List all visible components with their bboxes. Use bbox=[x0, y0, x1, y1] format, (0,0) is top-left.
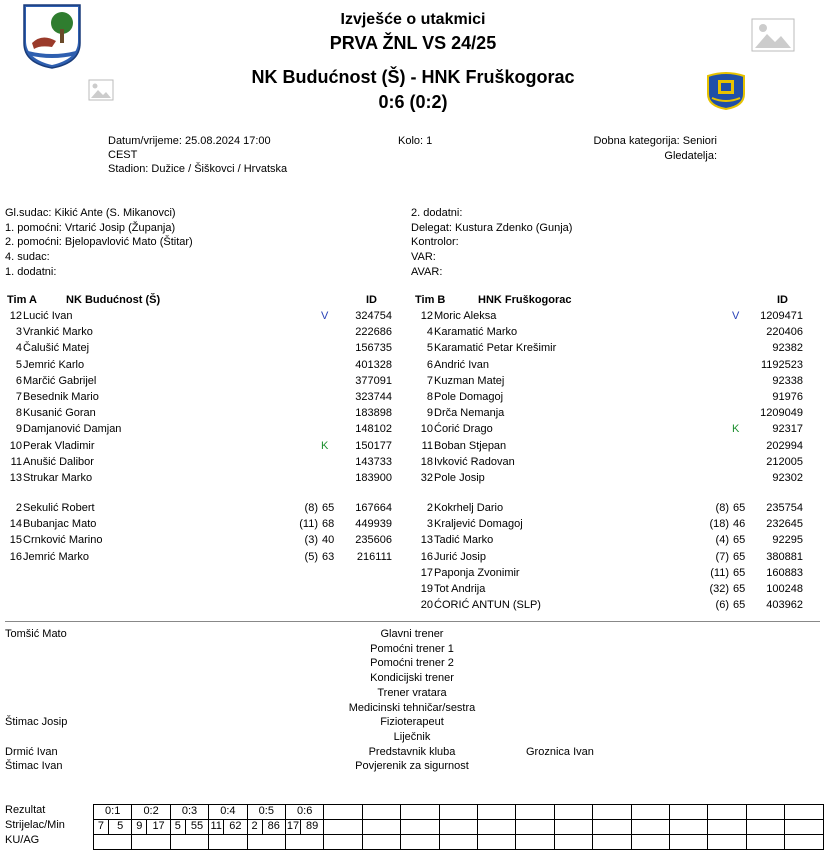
player-id: 202994 bbox=[766, 439, 803, 452]
result-cell bbox=[400, 834, 439, 850]
goalkeeper-mark: V bbox=[321, 310, 329, 322]
player-id: 380881 bbox=[766, 550, 803, 563]
player-name: Boban Stjepan bbox=[434, 439, 507, 452]
official-entry: Gl.sudac: Kikić Ante (S. Mikanovci) bbox=[5, 207, 176, 219]
result-cell bbox=[515, 834, 554, 850]
player-name: Moric Aleksa bbox=[434, 310, 497, 322]
result-cell bbox=[554, 819, 593, 835]
result-cell bbox=[669, 819, 708, 835]
player-name: Kuzman Matej bbox=[434, 374, 505, 387]
team-a-id-header: ID bbox=[366, 294, 377, 306]
result-cell bbox=[477, 804, 516, 820]
result-score: 0:3 bbox=[170, 804, 209, 820]
result-score: 0:5 bbox=[247, 804, 286, 820]
result-row-label: Rezultat bbox=[5, 804, 46, 816]
result-cell bbox=[631, 834, 670, 850]
player-id: 377091 bbox=[355, 374, 392, 387]
result-cell bbox=[592, 834, 631, 850]
scorer-minute: 89 bbox=[306, 820, 319, 832]
away-club-crest bbox=[704, 70, 748, 110]
player-id: 156735 bbox=[355, 342, 392, 355]
player-number: 5 bbox=[15, 358, 22, 371]
scorer-cell bbox=[131, 819, 170, 835]
sub-replaced: (4) bbox=[715, 534, 729, 547]
sub-minute: 40 bbox=[322, 534, 335, 547]
sub-name: Tot Andrija bbox=[434, 583, 486, 595]
sub-replaced: (32) bbox=[709, 583, 729, 595]
sub-minute: 65 bbox=[733, 566, 746, 579]
player-number: 9 bbox=[426, 407, 433, 420]
result-cell bbox=[439, 834, 478, 850]
player-name: Damjanović Damjan bbox=[23, 423, 122, 436]
result-cell bbox=[515, 819, 554, 835]
player-number: 13 bbox=[9, 472, 22, 484]
result-cell bbox=[631, 819, 670, 835]
player-number: 8 bbox=[15, 407, 22, 420]
result-cell bbox=[323, 804, 362, 820]
result-cell bbox=[592, 804, 631, 820]
team-b-id-header: ID bbox=[777, 294, 788, 306]
player-number: 4 bbox=[15, 342, 22, 355]
result-cell bbox=[784, 834, 823, 850]
scorer-number: 9 bbox=[132, 820, 147, 834]
sub-minute: 46 bbox=[733, 518, 746, 531]
result-cell bbox=[631, 804, 670, 820]
sub-name: Tadić Marko bbox=[434, 534, 494, 547]
scorer-minute: 5 bbox=[117, 820, 124, 832]
sub-number: 14 bbox=[9, 518, 22, 531]
player-number: 8 bbox=[426, 391, 433, 403]
result-cell bbox=[746, 834, 785, 850]
player-name: Jemrić Karlo bbox=[23, 358, 85, 371]
scorer-number: 2 bbox=[248, 820, 263, 834]
player-id: 92338 bbox=[772, 374, 803, 387]
player-name: Andrić Ivan bbox=[434, 358, 490, 371]
sub-name: Jemrić Marko bbox=[23, 550, 90, 563]
player-name: Kusanić Goran bbox=[23, 407, 96, 420]
team-b-name: HNK Fruškogorac bbox=[478, 294, 572, 306]
divider bbox=[5, 621, 820, 622]
match-score: 0:6 (0:2) bbox=[378, 92, 448, 112]
player-number: 12 bbox=[9, 310, 22, 322]
result-cell bbox=[592, 819, 631, 835]
player-id: 183898 bbox=[355, 407, 392, 420]
staff-role: Liječnik bbox=[393, 730, 431, 743]
result-score: 0:4 bbox=[208, 804, 247, 820]
sub-number: 3 bbox=[426, 518, 433, 531]
image-placeholder-icon bbox=[751, 18, 795, 52]
sub-replaced: (5) bbox=[304, 550, 318, 563]
player-id: 232645 bbox=[766, 518, 803, 531]
sub-number: 16 bbox=[420, 550, 433, 563]
result-cell bbox=[362, 819, 401, 835]
player-name: Perak Vladimir bbox=[23, 439, 95, 452]
result-cell bbox=[707, 819, 746, 835]
match-datetime: Datum/vrijeme: 25.08.2024 17:00 bbox=[108, 135, 271, 147]
sub-minute: 65 bbox=[322, 502, 335, 514]
player-number: 6 bbox=[15, 374, 22, 387]
player-id: 100248 bbox=[766, 583, 803, 595]
player-number: 12 bbox=[420, 310, 433, 322]
staff-role: Predstavnik kluba bbox=[368, 745, 456, 758]
player-name: Vrankić Marko bbox=[23, 326, 93, 339]
official-entry: Kontrolor: bbox=[411, 236, 459, 249]
sub-minute: 68 bbox=[322, 518, 335, 531]
result-cell bbox=[707, 804, 746, 820]
player-number: 10 bbox=[420, 423, 433, 436]
sub-minute: 65 bbox=[733, 583, 746, 595]
player-id: 235606 bbox=[355, 534, 392, 547]
result-cell bbox=[400, 804, 439, 820]
result-score: 0:2 bbox=[131, 804, 170, 820]
scorer-cell bbox=[247, 819, 286, 835]
result-row-label: KU/AG bbox=[5, 834, 40, 846]
sub-replaced: (7) bbox=[715, 550, 729, 563]
scorer-cell bbox=[208, 819, 247, 835]
official-entry: 1. pomoćni: Vrtarić Josip (Županja) bbox=[5, 221, 176, 234]
player-name: Drča Nemanja bbox=[434, 407, 505, 420]
player-id: 212005 bbox=[766, 455, 803, 468]
sub-replaced: (8) bbox=[715, 502, 729, 514]
player-number: 3 bbox=[15, 326, 22, 339]
sub-replaced: (11) bbox=[299, 518, 318, 531]
player-name: Karamatić Marko bbox=[434, 326, 518, 339]
player-number: 11 bbox=[10, 455, 22, 468]
sub-minute: 65 bbox=[733, 550, 746, 563]
result-cell bbox=[131, 834, 170, 850]
player-number: 7 bbox=[15, 391, 22, 403]
result-score: 0:6 bbox=[285, 804, 324, 820]
image-placeholder-icon bbox=[88, 79, 114, 101]
result-cell bbox=[784, 819, 823, 835]
result-score: 0:1 bbox=[93, 804, 132, 820]
result-cell bbox=[669, 804, 708, 820]
result-cell bbox=[323, 819, 362, 835]
sub-name: ĆORIĆ ANTUN (SLP) bbox=[434, 599, 541, 612]
staff-role: Pomoćni trener 2 bbox=[370, 657, 454, 670]
player-id: 401328 bbox=[355, 358, 392, 371]
sub-minute: 65 bbox=[733, 534, 746, 547]
sub-replaced: (18) bbox=[709, 518, 729, 531]
player-id: 183900 bbox=[355, 472, 392, 484]
result-cell bbox=[554, 834, 593, 850]
result-cell bbox=[746, 819, 785, 835]
official-entry: AVAR: bbox=[411, 265, 443, 278]
staff-role: Pomoćni trener 1 bbox=[370, 642, 454, 655]
team-a-label: Tim A bbox=[7, 294, 37, 306]
sub-number: 2 bbox=[15, 502, 22, 514]
result-cell bbox=[746, 804, 785, 820]
result-cell bbox=[477, 819, 516, 835]
player-id: 92382 bbox=[772, 342, 803, 355]
player-id: 1209049 bbox=[760, 407, 803, 420]
result-cell bbox=[439, 819, 478, 835]
player-number: 9 bbox=[15, 423, 22, 436]
player-name: Strukar Marko bbox=[23, 472, 93, 484]
scorer-minute: 17 bbox=[152, 820, 165, 832]
sub-name: Kraljević Domagoj bbox=[434, 518, 523, 531]
official-entry: 4. sudac: bbox=[5, 251, 50, 264]
player-name: Besednik Mario bbox=[23, 391, 99, 403]
sub-minute: 63 bbox=[322, 550, 335, 563]
sub-replaced: (6) bbox=[715, 599, 729, 612]
sub-number: 19 bbox=[420, 583, 433, 595]
result-cell bbox=[669, 834, 708, 850]
scorer-cell bbox=[93, 819, 132, 835]
official-entry: VAR: bbox=[411, 251, 436, 264]
player-name: Karamatić Petar Krešimir bbox=[434, 342, 557, 355]
sub-number: 13 bbox=[420, 534, 433, 547]
sub-replaced: (3) bbox=[304, 534, 318, 547]
player-id: 150177 bbox=[355, 439, 392, 452]
sub-number: 16 bbox=[9, 550, 22, 563]
result-cell bbox=[362, 834, 401, 850]
sub-number: 2 bbox=[426, 502, 433, 514]
staff-role: Povjerenik za sigurnost bbox=[355, 760, 469, 773]
staff-team-b: Groznica Ivan bbox=[526, 745, 594, 758]
staff-role: Medicinski tehničar/sestra bbox=[348, 701, 476, 714]
player-name: Čalušić Matej bbox=[23, 342, 90, 355]
team-b-label: Tim B bbox=[415, 294, 446, 306]
captain-mark: K bbox=[321, 439, 329, 452]
sub-name: Paponja Zvonimir bbox=[434, 566, 520, 579]
staff-role: Glavni trener bbox=[380, 628, 444, 640]
scorer-number: 7 bbox=[94, 820, 109, 834]
match-timezone: CEST bbox=[108, 149, 138, 161]
home-club-crest bbox=[22, 3, 82, 69]
player-name: Ivković Radovan bbox=[434, 455, 515, 468]
player-id: 167664 bbox=[355, 502, 392, 514]
staff-team-a: Drmić Ivan bbox=[5, 745, 58, 758]
player-id: 92302 bbox=[772, 472, 803, 484]
report-title: Izvješće o utakmici bbox=[340, 11, 486, 28]
player-number: 18 bbox=[420, 455, 433, 468]
result-cell bbox=[707, 834, 746, 850]
result-cell bbox=[477, 834, 516, 850]
player-number: 5 bbox=[426, 342, 433, 355]
sub-minute: 65 bbox=[733, 502, 746, 514]
player-id: 449939 bbox=[355, 518, 392, 531]
staff-role: Trener vratara bbox=[377, 686, 447, 699]
player-id: 216111 bbox=[356, 550, 392, 563]
scorer-minute: 86 bbox=[267, 820, 280, 832]
official-entry: 1. dodatni: bbox=[5, 265, 57, 278]
result-cell bbox=[515, 804, 554, 820]
staff-team-a: Štimac Ivan bbox=[5, 760, 63, 773]
result-cell bbox=[170, 834, 209, 850]
player-number: 10 bbox=[9, 439, 22, 452]
scorer-minute: 62 bbox=[229, 820, 242, 832]
sub-number: 15 bbox=[9, 534, 22, 547]
player-number: 32 bbox=[420, 472, 433, 484]
player-id: 222686 bbox=[355, 326, 392, 339]
league-title: PRVA ŽNL VS 24/25 bbox=[329, 33, 497, 53]
player-id: 143733 bbox=[355, 455, 392, 468]
player-id: 92295 bbox=[772, 534, 803, 547]
official-entry: 2. dodatni: bbox=[411, 207, 463, 219]
scorer-cell bbox=[285, 819, 324, 835]
result-cell bbox=[554, 804, 593, 820]
player-number: 6 bbox=[426, 358, 433, 371]
player-id: 160883 bbox=[766, 566, 803, 579]
result-row-label: Strijelac/Min bbox=[5, 819, 65, 831]
player-name: Anušić Dalibor bbox=[23, 455, 94, 468]
player-name: Ćorić Drago bbox=[434, 423, 493, 436]
sub-name: Jurić Josip bbox=[434, 550, 486, 563]
spectators: Gledatelja: bbox=[664, 150, 717, 162]
sub-replaced: (11) bbox=[710, 566, 729, 579]
player-name: Pole Domagoj bbox=[434, 391, 504, 403]
player-name: Marčić Gabrijel bbox=[23, 374, 97, 387]
player-id: 1209471 bbox=[760, 310, 803, 322]
sub-number: 20 bbox=[420, 599, 433, 612]
captain-mark: K bbox=[732, 423, 740, 436]
result-cell bbox=[439, 804, 478, 820]
scorer-minute: 55 bbox=[190, 820, 204, 832]
staff-role: Kondicijski trener bbox=[370, 672, 454, 685]
sub-name: Sekulić Robert bbox=[23, 502, 95, 514]
goalkeeper-mark: V bbox=[732, 310, 740, 322]
official-entry: Delegat: Kustura Zdenko (Gunja) bbox=[411, 221, 573, 234]
player-number: 7 bbox=[426, 374, 433, 387]
player-id: 235754 bbox=[766, 502, 803, 514]
player-id: 323744 bbox=[355, 391, 392, 403]
result-cell bbox=[208, 834, 247, 850]
staff-team-a: Štimac Josip bbox=[5, 716, 68, 729]
player-id: 91976 bbox=[772, 391, 803, 403]
player-id: 403962 bbox=[766, 599, 803, 612]
player-name: Pole Josip bbox=[434, 472, 485, 484]
match-round: Kolo: 1 bbox=[398, 135, 433, 147]
scorer-number: 11 bbox=[209, 820, 224, 834]
staff-role: Fizioterapeut bbox=[380, 716, 444, 729]
sub-name: Crnković Marino bbox=[23, 534, 103, 547]
result-cell bbox=[362, 804, 401, 820]
player-name: Lucić Ivan bbox=[23, 310, 73, 322]
player-id: 324754 bbox=[355, 310, 392, 322]
sub-replaced: (8) bbox=[304, 502, 318, 514]
staff-team-a: Tomšić Mato bbox=[5, 628, 67, 640]
match-title: NK Budućnost (Š) - HNK Fruškogorac bbox=[251, 67, 575, 87]
sub-name: Bubanjac Mato bbox=[23, 518, 97, 531]
player-number: 4 bbox=[426, 326, 433, 339]
scorer-number: 5 bbox=[171, 820, 186, 834]
sub-number: 17 bbox=[420, 566, 433, 579]
result-cell bbox=[784, 804, 823, 820]
age-category: Dobna kategorija: Seniori bbox=[593, 135, 717, 147]
player-id: 220406 bbox=[766, 326, 803, 339]
result-cell bbox=[285, 834, 324, 850]
player-id: 148102 bbox=[355, 423, 392, 436]
result-cell bbox=[323, 834, 362, 850]
player-id: 1192523 bbox=[760, 358, 803, 371]
player-number: 11 bbox=[421, 439, 433, 452]
official-entry: 2. pomoćni: Bjelopavlović Mato (Štitar) bbox=[5, 236, 193, 249]
match-stadium: Stadion: Dužice / Šiškovci / Hrvatska bbox=[108, 163, 288, 175]
sub-name: Kokrhelj Dario bbox=[434, 502, 504, 514]
scorer-number: 17 bbox=[286, 820, 300, 832]
player-id: 92317 bbox=[772, 423, 803, 436]
sub-minute: 65 bbox=[733, 599, 746, 612]
team-a-name: NK Budućnost (Š) bbox=[66, 294, 161, 306]
result-cell bbox=[400, 819, 439, 835]
scorer-cell bbox=[170, 819, 209, 835]
result-cell bbox=[93, 834, 132, 850]
result-cell bbox=[247, 834, 286, 850]
